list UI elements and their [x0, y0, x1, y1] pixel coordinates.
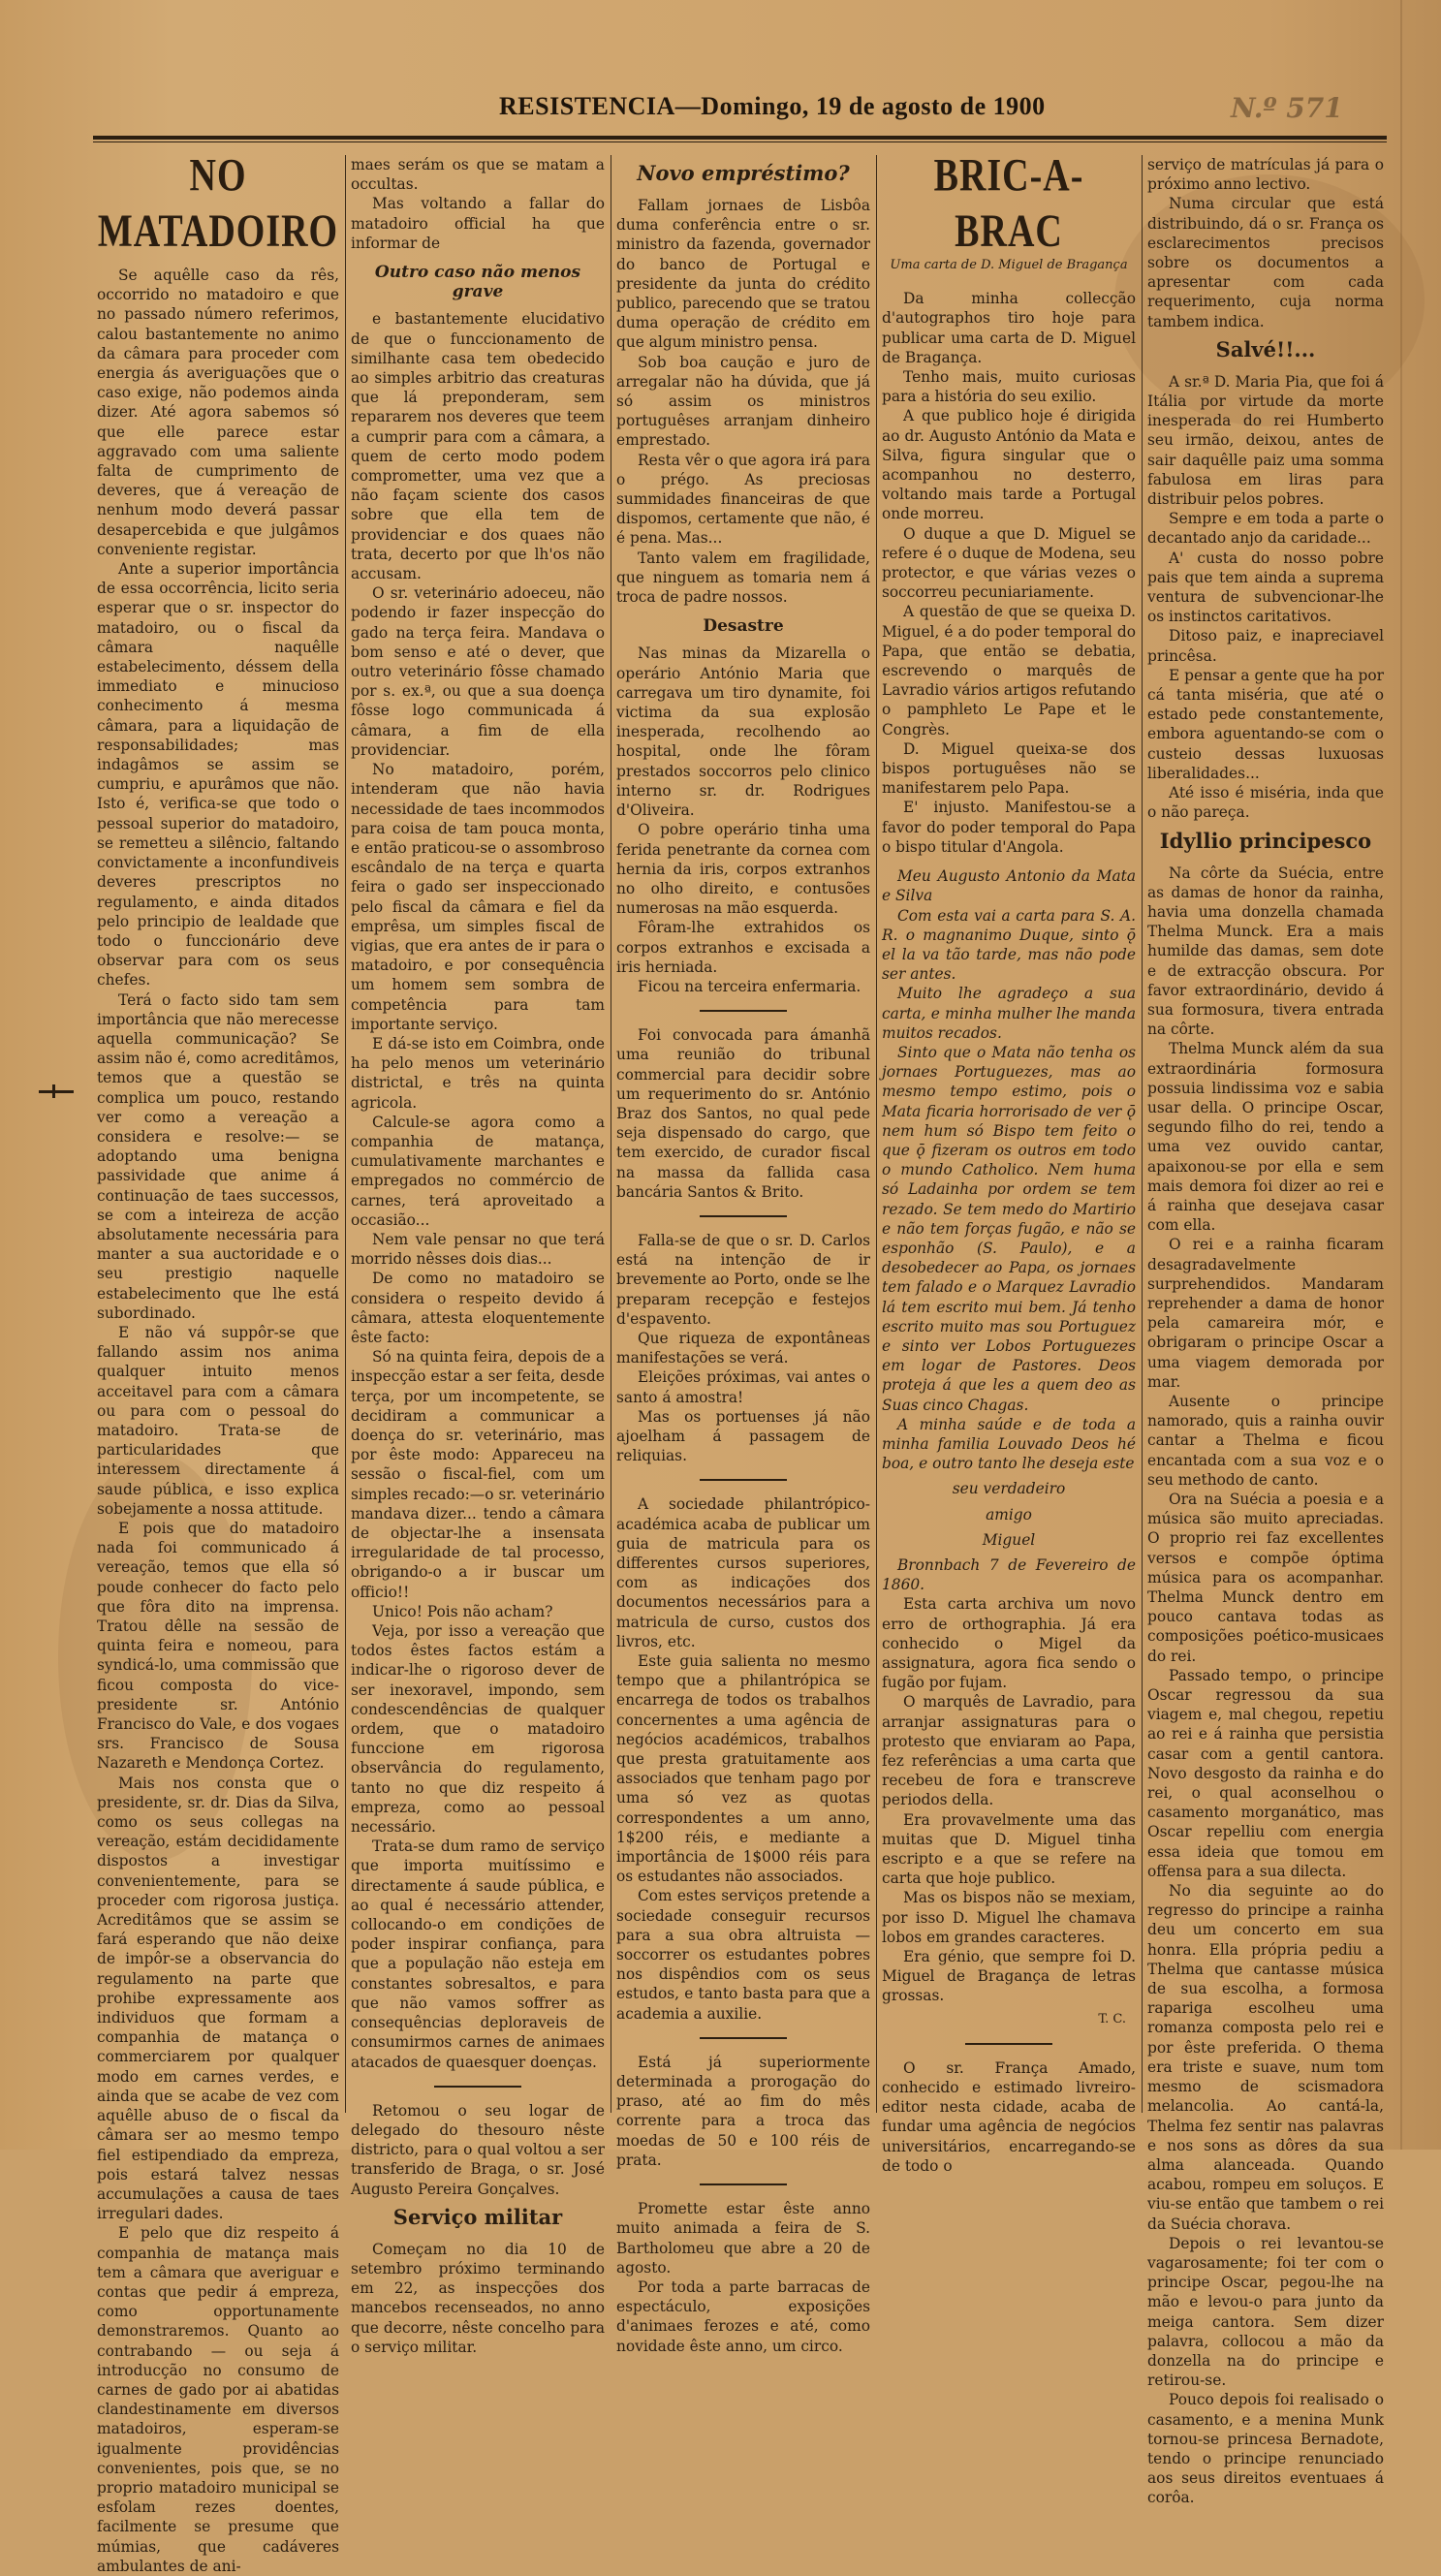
article-title-salve: Salvé!!...: [1215, 336, 1316, 361]
section-divider: [700, 1215, 787, 1217]
paragraph: E' injusto. Manifestou-se a favor do poder temporal do Papa o bispo titular d'Angola.: [882, 799, 1136, 856]
paragraph: A' custa do nosso pobre pais que tem ainda a suprema ventura de subvencionar-lhe os instinctos caritativos.: [1147, 549, 1384, 626]
paragraph: Mas os bispos não se mexiam, por isso D. Miguel lhe chamava lobos em grandes caracteres.: [882, 1889, 1136, 1946]
paragraph: O sr. veterinário adoeceu, não podendo ir fazer inspecção do gado na terça feira. Mandava o bom senso e até o dever, que outro veterinário fôsse chamado por s. ex.ª, ou que a sua doença fôsse logo communicada á câmara, a fim de ella providenciar.: [351, 584, 605, 759]
article-subtitle: Uma carta de D. Miguel de Bragança: [890, 258, 1128, 272]
paragraph: E dá-se isto em Coimbra, onde ha pelo menos um veterinário districtal, e três na quinta agricola.: [351, 1034, 605, 1112]
paragraph: Passado tempo, o principe Oscar regressou da sua viagem e, mal chegou, repetiu ao rei e á rainha que persistia casar com a gentil cantora. Novo desgosto da rainha e do rei, o qual aconselhou o casamento morganático, mas Oscar repelliu com energia essa ideia que tomou em offensa para a sua dilecta.: [1147, 1666, 1384, 1880]
section-divider: [700, 1010, 787, 1012]
paragraph: Veja, por isso a vereação que todos êstes factos estám a indicar-lhe o rigoroso dever de ser inexoravel, impondo, sem condescendências de qualquer ordem, que o matadoiro funccione em rigorosa observância do regulamento, tanto no que diz respeito á empreza, como ao pessoal necessário.: [351, 1622, 605, 1837]
paragraph: Ausente o principe namorado, quis a rainha ouvir cantar a Thelma e ficou encantada com a sua voz e o seu methodo de canto.: [1147, 1392, 1384, 1489]
letter-paragraph: Com esta vai a carta para S. A. R. o magnanimo Duque, sinto ǭ el la va tão tarde, mas não pode ser antes.: [882, 906, 1136, 984]
column-rule: [876, 155, 877, 2113]
section-divider: [700, 1479, 787, 1481]
paragraph: Com estes serviços pretende a sociedade conseguir recursos para a sua obra altruista — soccorrer os estudantes pobres nos dispêndios com os seus estudos, e tanto basta para que a academia a auxilie.: [616, 1887, 870, 2023]
paragraph: Sempre e em toda a parte o decantado anjo da caridade...: [1147, 510, 1384, 548]
paragraph: O duque a que D. Miguel se refere é o duque de Modena, seu protector, e que várias vezes o soccorreu pecuniariamente.: [882, 524, 1136, 602]
paragraph: Por toda a parte barracas de espectáculo, exposições d'animaes ferozes e até, como novidade êste anno, um circo.: [616, 2278, 870, 2355]
letter-closing: amigo: [986, 1505, 1032, 1524]
paragraph: Mas os portuenses já não ajoelham á passagem de reliquias.: [616, 1407, 870, 1465]
paragraph: Sob boa caução e juro de arregalar não ha dúvida, que já só assim os ministros portuguêses arranjam dinheiro emprestado.: [616, 353, 870, 450]
paragraph: A sociedade philantrópico-académica acaba de publicar um guia de matricula para os differentes cursos superiores, com as indicações dos documentos necessários para a matricula de curso, custos dos livros, etc.: [616, 1495, 870, 1650]
paragraph: A que publico hoje é dirigida ao dr. Augusto António da Mata e Silva, figura singular que o acompanhou no desterro, voltando mais tarde a Portugal onde morreu.: [882, 407, 1136, 523]
paragraph: Está já superiormente determinada a prorogação do praso, até ao fim do mês corrente para a troca das moedas de 50 e 100 réis de prata.: [616, 2053, 870, 2169]
paragraph: E pensar a gente que ha por cá tanta miséria, que até o estado pede constantemente, embora aguentando-se com o custeio dessas luxuosas liberalidades...: [1147, 666, 1384, 782]
column-2: [351, 155, 605, 2356]
paragraph: Até isso é miséria, inda que o não pareça.: [1147, 784, 1384, 822]
paragraph: O rei e a rainha ficaram desagradavelmente surprehendidos. Mandaram reprehender a dama de honor pela camareira mór, e obrigaram o principe Oscar a uma viagem demorada por mar.: [1147, 1236, 1384, 1391]
paragraph: Só na quinta feira, depois de a inspecção estar a ser feita, desde terça, por um incompetente, se decidiram a communicar a doença do sr. veterinário, mas por êste modo: Appareceu na sessão o fiscal-fiel, com um simples recado:—o sr. veterinário mandava dizer... tendo a câmara de objectar-lhe a insensata irregularidade de tal processo, obrigando-o a ir buscar um officio!!: [351, 1348, 605, 1601]
paragraph: Era génio, que sempre foi D. Miguel de Bragança de letras grossas.: [882, 1948, 1136, 2005]
paragraph: Resta vêr o que agora irá para o prégo. As preciosas summidades financeiras de que dispomos, certamente que não, é é pena. Mas...: [616, 451, 870, 548]
paragraph: Unico! Pois não acham?: [372, 1602, 553, 1620]
paragraph: Falla-se de que o sr. D. Carlos está na intenção de ir brevemente ao Porto, onde se lhe preparam recepção e festejos d'espavento.: [616, 1231, 870, 1328]
letter-signature: Miguel: [982, 1530, 1036, 1549]
letter-salutation: Meu Augusto Antonio da Mata e Silva: [882, 867, 1136, 905]
paragraph: Nem vale pensar no que terá morrido nêsses dois dias...: [351, 1230, 605, 1269]
paragraph: E não vá suppôr-se que fallando assim nos anima qualquer intuito menos acceitavel para com a câmara ou para com o pessoal do matadoiro. Trata-se de particularidades que interessem directamente á saude pública, e isso explica sobejamente a nossa attitude.: [97, 1323, 339, 1518]
article-title-desastre: Desastre: [703, 616, 784, 637]
paragraph: Trata-se dum ramo de serviço que importa muitíssimo e directamente á saude pública, e ao qual é necessário attender, collocando-o em condições de poder inspirar confiança, para que a população não esteja em constantes sobresaltos, e para que não vamos soffrer as consequências deploraveis de consumirmos carnes de animaes atacados de quaesquer doenças.: [351, 1838, 605, 2071]
paragraph: Mas voltando a fallar do matadoiro official ha que informar de: [351, 195, 605, 252]
paragraph: Esta carta archiva um novo erro de orthographia. Já era conhecido o Migel da assignatura, agora fica sendo o fugão por fujam.: [882, 1595, 1136, 1692]
column-1: [97, 150, 339, 2575]
paragraph: Tanto valem em fragilidade, que ninguem as tomaria nem á troca de padre nossos.: [616, 549, 870, 607]
article-title-idyllio: Idyllio principesco: [1159, 828, 1372, 853]
masthead-rule: [93, 136, 1387, 140]
paragraph: A sr.ª D. Maria Pia, que foi á Itália por virtude da morte inesperada do rei Humberto seu irmão, deixou, antes de sair daquêlle paiz uma somma fabulosa em liras para distribuir pelos pobres.: [1147, 372, 1384, 509]
section-divider: [700, 2183, 787, 2185]
paragraph: E pois que do matadoiro nada foi communicado á vereação, temos que ella só poude conhecer do facto pelo que fôra dito na imprensa. Tratou dêlle na sessão de quinta feira e nomeou, para syndicá-lo, uma commissão que ficou composta do vice-presidente sr. António Francisco do Vale, e dos vogaes srs. Francisco de Sousa Nazareth e Mendonça Cortez.: [97, 1520, 339, 1773]
paragraph: O sr. França Amado, conhecido e estimado livreiro-editor nesta cidade, acaba de fundar uma agência de negócios universitários, encarregando-se de todo o: [882, 2058, 1136, 2175]
section-subtitle: Outro caso não menos grave: [374, 263, 581, 302]
article-title-emprestimo: Novo empréstimo?: [637, 161, 850, 185]
section-divider: [965, 2043, 1052, 2045]
article-title-servico-militar: Serviço militar: [392, 2204, 563, 2229]
paragraph: Terá o facto sido tam sem importância que não merecesse aquella communicação? Se assim não é, como acreditâmos, temos que a questão se complica um pouco, restando ver como a vereação a considera e resolve:— se adoptando uma benigna passividade que anime á continuação de taes successos, se com a inteireza de acção absolutamente necessária para manter a sua auctoridade e o seu prestigio naquelle estabelecimento que lhe está subordinado.: [97, 990, 339, 1322]
letter-paragraph: Sinto que o Mata não tenha os jornaes Portuguezes, mas ao mesmo tempo estimo, pois o Mata ficaria horrorisado de ver ǭ nem hum só Bispo tem feito o que ǭ fizeram os outros em todo o mundo Catholico. Nem huma só Ladainha por ordem se tem rezado. Se tem medo do Martirio e não tem forças fugão, e não se esponhão (S. Paulo), e a desobedecer ao Papa, os jornaes tem falado e o Marquez Lavradio lá tem escrito mui bem. Já tenho escrito muito mas sou Portuguez e sinto ver Lobos Portuguezes em logar de Pastores. Deos proteja á que les a quem deo as Suas cinco Chagas.: [882, 1043, 1136, 1414]
paragraph: No matadoiro, porém, intenderam que não havia necessidade de taes incommodos para coisa de tam pouca monta, e então praticou-se o assombroso escândalo de na terça e quarta feira o gado ser inspeccionado pelo fiscal da câmara e fiel da emprêsa, um simples fiscal de vigias, que era antes de ir para o matadoiro, e por consequência um homem sem sombra de competência para tam importante serviço.: [351, 761, 605, 1033]
quoted-letter: [882, 866, 1136, 1594]
page-edge: [1400, 0, 1402, 2150]
paragraph: A questão de que se queixa D. Miguel, é a do poder temporal do Papa, que então se debatia, escrevendo o marquês de Lavradio vários artigos refutando o pamphleto Le Pape et le Congrès.: [882, 603, 1136, 738]
paragraph: Da minha collecção d'autographos tiro hoje para publicar uma carta de D. Miguel de Bragança.: [882, 290, 1136, 366]
letter-paragraph: A minha saúde e de toda a minha familia Louvado Deos hé boa, e outro tanto lhe deseja este: [882, 1415, 1136, 1473]
article-body: [97, 266, 339, 2576]
paragraph: O pobre operário tinha uma ferida penetrante da cornea com hernia da iris, corpos extranhos no olho direito, e contusões numerosas na mão esquerda.: [616, 821, 870, 918]
paragraph: Ditoso paiz, e inapreciavel princêsa.: [1147, 627, 1384, 665]
paragraph: Nas minas da Mizarella o operário António Maria que carregava um tiro dynamite, foi victima da sua explosão inesperada, recolhendo ao hospital, onde lhe fôram prestados soccorros pelo clinico interno sr. dr. Rodrigues d'Oliveira.: [616, 644, 870, 820]
letter-place-date: Bronnbach 7 de Fevereiro de 1860.: [882, 1556, 1136, 1594]
paragraph: Na côrte da Suécia, entre as damas de honor da rainha, havia uma donzella chamada Thelma Munck. Era a mais humilde das damas, sem dote e de extracção obscura. Por favor extraordinário, devido á sua formosura, tivera entrada na côrte.: [1147, 864, 1384, 1039]
article-title-bric-a-brac: BRIC-A-BRAC: [933, 150, 1084, 257]
paragraph: Eleições próximas, vai antes o santo á amostra!: [616, 1368, 870, 1406]
paragraph: Calcule-se agora como a companhia de matança, cumulativamente marchantes e empregados no commércio de carnes, terá aproveitado a occasião...: [351, 1113, 605, 1229]
paragraph: Fallam jornaes de Lisbôa duma conferência entre o sr. ministro da fazenda, governador do banco de Portugal e presidente da junta do crédito publico, parecendo que se tratou duma operação de crédito em que algum ministro pensa.: [616, 197, 870, 352]
author-initials: T. C.: [1098, 2011, 1126, 2026]
paragraph: e bastantemente elucidativo de que o funccionamento de similhante casa tem obedecido ao simples arbitrio das creaturas que lá preponderam, sem repararem nos deveres que teem a cumprir para com a câmara, a quem de certo modo podem comprometter, uma vez que a não façam sciente dos casos sobre que ella tem de providenciar e dos quaes não trata, decerto por que lh'os não accusam.: [351, 310, 605, 583]
section-divider: [700, 2037, 787, 2039]
column-5: [1147, 155, 1384, 2507]
column-rule: [345, 155, 346, 2113]
paragraph: Numa circular que está distribuindo, dá o sr. França os esclarecimentos precisos sobre os documentos a apresentar com cada requerimento, cuja norma tambem indica.: [1147, 195, 1384, 330]
paragraph: De como no matadoiro se considera o respeito devido á câmara, attesta eloquentemente êste facto:: [351, 1270, 605, 1346]
paragraph: Fôram-lhe extrahidos os corpos extranhos e excisada a iris herniada.: [616, 919, 870, 976]
column-4: [882, 150, 1136, 2175]
paragraph: Promette estar êste anno muito animada a feira de S. Bartholomeu que abre a 20 de agosto.: [616, 2200, 870, 2277]
masthead-rule-thin: [93, 141, 1387, 142]
paragraph: Se aquêlle caso da rês, occorrido no matadoiro e que no passado número referimos, calou bastantemente no animo da câmara para proceder com energia ás averiguações que o caso exige, não podemos ainda dizer. Até agora sabemos só que elle parece estar aggravado com uma saliente falta de cumprimento de deveres, que á vereação de nenhum modo deverá passar desapercebida e que julgâmos conveniente registar.: [97, 267, 339, 558]
article-title-matadoiro: NO MATADOIRO: [97, 150, 339, 257]
paragraph: Depois o rei levantou-se vagarosamente; foi ter com o principe Oscar, pegou-lhe na mão e levou-o para junto da meiga cantora. Sem dizer palavra, collocou a mão da donzella na do principe e retirou-se.: [1147, 2234, 1384, 2390]
page-number: N.º 571: [1231, 92, 1343, 124]
paragraph: E pelo que diz respeito á companhia de matança mais tem a câmara que averiguar e contas que pedir á empreza, como opportunamente demonstraremos. Quanto ao contrabando — ou seja á introducção no consumo de carnes de gado por ai abatidas clandestinamente em diversos matadoiros, esperam-se igualmente providências convenientes, pois que, se no proprio matadoiro municipal se esfolam rezes doentes, facilmente se presume que múmias, que cadáveres ambulantes de ani-: [97, 2224, 339, 2575]
paragraph: Ficou na terceira enfermaria.: [638, 977, 861, 995]
paragraph: Era provavelmente uma das muitas que D. Miguel tinha escripto e a que se refere na carta que hoje publico.: [882, 1810, 1136, 1888]
paragraph: Retomou o seu logar de delegado do thesouro nêste districto, para o qual voltou a ser transferido de Braga, o sr. José Augusto Pereira Gonçalves.: [351, 2101, 605, 2198]
letter-closing: seu verdadeiro: [952, 1480, 1066, 1498]
paragraph: maes serám os que se matam a occultas.: [351, 156, 605, 194]
paragraph: O marquês de Lavradio, para arranjar assignaturas para o protesto que enviaram ao Papa, fez referências a uma carta que recebeu de fora e transcreve periodos della.: [882, 1693, 1136, 1809]
paragraph: Mais nos consta que o presidente, sr. dr. Dias da Silva, como os seus collegas na vereação, estám decididamente dispostos a investigar convenientemente, para se proceder com rigorosa justiça. Acreditâmos que se assim se fará esperando que não deixe de impôr-se a observancia do regulamento na parte que prohibe expressamente aos individuos que formam a companhia de matança o commerciarem por qualquer modo em carnes verdes, e ainda que se acabe de vez com aquêlle abuso de o fiscal da câmara ser ao mesmo tempo fiel estipendiado da empreza, pois estará talvez nessas accumulações a causa de taes irregulari dades.: [97, 1774, 339, 2223]
paragraph: Thelma Munck além da sua extraordinária formosura possuia lindissima voz e sabia usar della. O principe Oscar, segundo filho do rei, tendo a uma vez ouvido cantar, apaixonou-se por ella e sem mais demora foi dizer ao rei e á rainha que desejava casar com ella.: [1147, 1040, 1384, 1235]
paragraph: No dia seguinte ao do regresso do principe a rainha deu um concerto em sua honra. Ella própria pediu a Thelma que cantasse música de sua escolha, a formosa rapariga escolheu uma romanza composta pelo rei e por êste preferida. O thema era triste e suave, num tom mesmo de scismadora melancolia. Ao cantá-la, Thelma fez sentir nas palavras e nos sons as dôres da sua alma alanceada. Quando acabou, rompeu em soluços. E viu-se então que tambem o rei da Suécia chorava.: [1147, 1882, 1384, 2233]
paragraph: Começam no dia 10 de setembro próximo terminando em 22, as inspecções dos mancebos recenseados, no anno que decorre, nêste concelho para o serviço militar.: [351, 2240, 605, 2356]
masthead: [97, 92, 1386, 131]
paragraph: Ora na Suécia a poesia e a música são muito apreciadas. O proprio rei faz excellentes versos e compõe óptima música para os acompanhar. Thelma Munck dentro em pouco cantava todas as composições poético-musicaes do rei.: [1147, 1491, 1384, 1665]
paragraph: D. Miguel queixa-se dos bispos portuguêses não se manifestarem pelo Papa.: [882, 739, 1136, 798]
paragraph: Tenho mais, muito curiosas para a história do seu exilio.: [882, 368, 1136, 406]
section-divider: [434, 2086, 521, 2088]
paragraph: Foi convocada para ámanhã uma reunião do tribunal commercial para decidir sobre um requerimento do sr. António Braz dos Santos, no qual pede seja dispensado do cargo, que tem exercido, de curador fiscal na massa da fallida casa bancária Santos & Brito.: [616, 1026, 870, 1201]
paragraph: Pouco depois foi realisado o casamento, e a menina Munk tornou-se princesa Bernadote, tendo o principe renunciado aos seus direitos eventuaes á corôa.: [1147, 2391, 1384, 2507]
paragraph: serviço de matrículas já para o próximo anno lectivo.: [1147, 156, 1384, 194]
column-rule: [1142, 155, 1143, 2113]
paragraph: Este guia salienta no mesmo tempo que a philantrópica se encarrega de todos os trabalhos concernentes a uma agência de negócios académicos, trabalhos que presta gratuitamente aos associados que tenham pago por uma só vez as quotas correspondentes a um anno, 1$200 réis, e mediante a importância de 1$000 réis para os estudantes não associados.: [616, 1652, 870, 1886]
paragraph: Ante a superior importância de essa occorrência, licito seria esperar que o sr. inspector do matadoiro, ou o fiscal da câmara naquêlle estabelecimento, déssem della immediato e minucioso conhecimento á mesma câmara, para a liquidação de responsabilidades; mas indagâmos se assim se cumpriu, e apurâmos que não. Isto é, verifica-se que todo o pessoal superior do matadoiro, se remetteu a silêncio, faltando convictamente a inconfundiveis deveres prescriptos no regulamento, e ainda ditados pelo principio de lealdade que todo o funccionário deve observar para com os seus chefes.: [97, 560, 339, 990]
letter-paragraph: Muito lhe agradeço a sua carta, e minha mulher lhe manda muitos recados.: [882, 985, 1136, 1042]
column-3: [616, 155, 870, 2355]
paragraph: Que riqueza de expontâneas manifestações se verá.: [616, 1329, 870, 1367]
margin-mark: [39, 1090, 74, 1093]
masthead-title: RESISTENCIA—Domingo, 19 de agosto de 1900: [499, 92, 1046, 120]
